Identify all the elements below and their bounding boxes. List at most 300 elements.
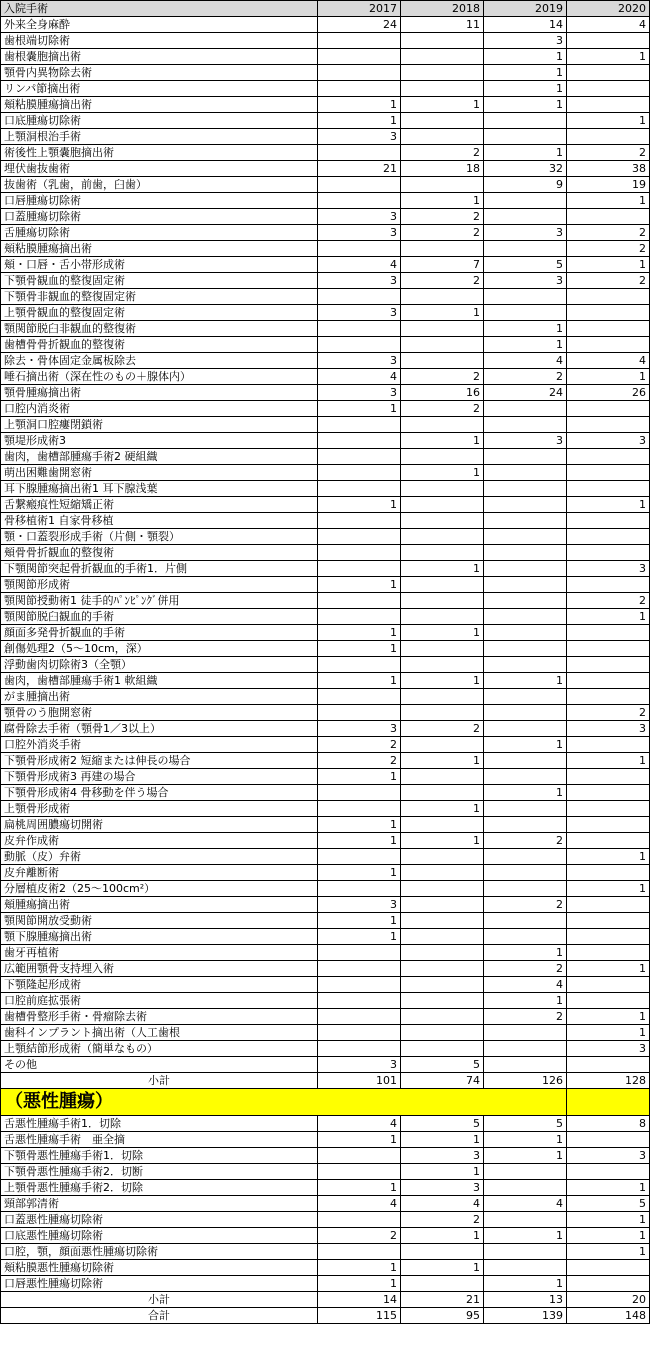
count-cell xyxy=(401,913,484,929)
count-cell xyxy=(567,769,650,785)
year-header: 2019 xyxy=(484,1,567,17)
count-cell: 4 xyxy=(567,353,650,369)
count-cell: 1 xyxy=(484,1132,567,1148)
count-cell: 2 xyxy=(567,593,650,609)
count-cell: 1 xyxy=(567,1244,650,1260)
count-cell xyxy=(484,401,567,417)
count-cell: 5 xyxy=(401,1116,484,1132)
count-cell xyxy=(567,785,650,801)
procedure-name: 皮弁作成術 xyxy=(1,833,318,849)
procedure-name: 皮弁離断術 xyxy=(1,865,318,881)
procedure-name: 歯根嚢胞摘出術 xyxy=(1,49,318,65)
procedure-name: 歯牙再植術 xyxy=(1,945,318,961)
procedure-name: 外来全身麻酔 xyxy=(1,17,318,33)
table-row xyxy=(1,1196,650,1212)
count-cell: 4 xyxy=(484,1196,567,1212)
count-cell xyxy=(401,1009,484,1025)
table-row xyxy=(1,513,650,529)
count-cell xyxy=(567,913,650,929)
count-cell xyxy=(401,513,484,529)
table-row xyxy=(1,1057,650,1073)
table-row xyxy=(1,129,650,145)
count-cell: 14 xyxy=(484,17,567,33)
procedure-name: 顎・口蓋裂形成手術（片側・顎裂） xyxy=(1,529,318,545)
count-cell: 1 xyxy=(484,945,567,961)
count-cell xyxy=(484,1260,567,1276)
table-row xyxy=(1,833,650,849)
count-cell xyxy=(318,1025,401,1041)
count-cell: 4 xyxy=(318,1196,401,1212)
count-cell: 2 xyxy=(401,209,484,225)
count-cell xyxy=(484,625,567,641)
count-cell xyxy=(484,609,567,625)
table-row xyxy=(1,65,650,81)
table-row xyxy=(1,577,650,593)
count-cell xyxy=(567,449,650,465)
count-cell: 3 xyxy=(318,1057,401,1073)
procedure-name: 下顎隆起形成術 xyxy=(1,977,318,993)
count-cell xyxy=(484,449,567,465)
table-row xyxy=(1,81,650,97)
count-cell xyxy=(318,1148,401,1164)
table-row xyxy=(1,721,650,737)
count-cell xyxy=(567,657,650,673)
count-cell: 1 xyxy=(484,673,567,689)
procedure-name: 口腔内消炎術 xyxy=(1,401,318,417)
count-cell xyxy=(401,129,484,145)
count-cell: 2 xyxy=(401,721,484,737)
count-cell xyxy=(401,81,484,97)
count-cell: 11 xyxy=(401,17,484,33)
count-cell xyxy=(484,465,567,481)
year-header: 2018 xyxy=(401,1,484,17)
count-cell xyxy=(484,753,567,769)
count-cell: 1 xyxy=(318,673,401,689)
count-cell: 2 xyxy=(567,273,650,289)
count-cell xyxy=(401,865,484,881)
table-row xyxy=(1,321,650,337)
count-cell: 1 xyxy=(484,1228,567,1244)
count-cell: 1 xyxy=(484,785,567,801)
procedure-name: 萌出困難歯開窓術 xyxy=(1,465,318,481)
count-cell xyxy=(484,289,567,305)
count-cell: 38 xyxy=(567,161,650,177)
count-cell: 1 xyxy=(567,849,650,865)
count-cell: 5 xyxy=(567,1196,650,1212)
count-cell: 32 xyxy=(484,161,567,177)
procedure-name: 顎堤形成術3 xyxy=(1,433,318,449)
count-cell xyxy=(484,705,567,721)
table-row xyxy=(1,385,650,401)
count-cell: 1 xyxy=(401,673,484,689)
count-cell xyxy=(567,337,650,353)
count-cell: 1 xyxy=(484,97,567,113)
table-row xyxy=(1,609,650,625)
procedure-name: 下顎骨観血的整復固定術 xyxy=(1,273,318,289)
count-cell xyxy=(484,1244,567,1260)
count-cell xyxy=(484,1180,567,1196)
table-row xyxy=(1,849,650,865)
count-cell xyxy=(484,193,567,209)
count-cell: 4 xyxy=(318,1116,401,1132)
procedure-name: 抜歯術（乳歯，前歯，臼歯） xyxy=(1,177,318,193)
count-cell: 1 xyxy=(318,833,401,849)
count-cell: 1 xyxy=(567,1180,650,1196)
count-cell: 5 xyxy=(401,1057,484,1073)
table-row xyxy=(1,1260,650,1276)
count-cell: 5 xyxy=(484,1116,567,1132)
count-cell: 1 xyxy=(567,193,650,209)
table-row xyxy=(1,497,650,513)
count-cell xyxy=(567,993,650,1009)
count-cell xyxy=(318,881,401,897)
procedure-name: 顎関節開放受動術 xyxy=(1,913,318,929)
count-cell: 1 xyxy=(484,145,567,161)
table-row xyxy=(1,289,650,305)
count-cell xyxy=(567,289,650,305)
count-cell xyxy=(318,449,401,465)
count-cell: 1 xyxy=(567,497,650,513)
count-cell xyxy=(401,897,484,913)
count-cell: 3 xyxy=(318,353,401,369)
count-cell: 3 xyxy=(318,385,401,401)
count-cell: 101 xyxy=(318,1073,401,1089)
count-cell: 24 xyxy=(318,17,401,33)
count-cell xyxy=(567,545,650,561)
table-row xyxy=(1,1009,650,1025)
count-cell: 1 xyxy=(401,753,484,769)
count-cell xyxy=(318,705,401,721)
count-cell: 1 xyxy=(318,1276,401,1292)
count-cell xyxy=(484,1057,567,1073)
count-cell: 24 xyxy=(484,385,567,401)
procedure-name: 歯槽骨整形手術・骨瘤除去術 xyxy=(1,1009,318,1025)
procedure-name: 舌悪性腫瘍手術1．切除 xyxy=(1,1116,318,1132)
count-cell xyxy=(401,785,484,801)
count-cell: 1 xyxy=(318,769,401,785)
procedure-name: 舌繋瘢痕性短縮矯正術 xyxy=(1,497,318,513)
procedure-name: 頬腫瘍摘出術 xyxy=(1,897,318,913)
count-cell xyxy=(567,417,650,433)
count-cell xyxy=(567,65,650,81)
table-row xyxy=(1,417,650,433)
count-cell: 139 xyxy=(484,1308,567,1324)
count-cell xyxy=(318,465,401,481)
count-cell: 1 xyxy=(567,1009,650,1025)
count-cell: 1 xyxy=(567,753,650,769)
procedure-name: 耳下腺腫瘍摘出術1 耳下腺浅葉 xyxy=(1,481,318,497)
count-cell xyxy=(318,177,401,193)
count-cell: 1 xyxy=(318,1180,401,1196)
count-cell: 1 xyxy=(318,625,401,641)
table-row xyxy=(1,961,650,977)
count-cell: 1 xyxy=(318,401,401,417)
procedure-name: リンパ節摘出術 xyxy=(1,81,318,97)
count-cell: 1 xyxy=(484,1148,567,1164)
count-cell xyxy=(484,209,567,225)
count-cell xyxy=(484,1041,567,1057)
count-cell: 3 xyxy=(484,225,567,241)
table-row xyxy=(1,737,650,753)
count-cell xyxy=(567,1132,650,1148)
table-row xyxy=(1,1164,650,1180)
count-cell xyxy=(401,929,484,945)
count-cell xyxy=(401,481,484,497)
count-cell: 1 xyxy=(318,113,401,129)
table-row xyxy=(1,305,650,321)
count-cell xyxy=(567,321,650,337)
subtotal-label: 小計 xyxy=(1,1292,318,1308)
count-cell: 1 xyxy=(567,609,650,625)
count-cell: 2 xyxy=(567,145,650,161)
count-cell xyxy=(484,1164,567,1180)
table-row xyxy=(1,529,650,545)
count-cell xyxy=(401,529,484,545)
table-row xyxy=(1,241,650,257)
count-cell xyxy=(484,481,567,497)
count-cell xyxy=(401,1025,484,1041)
count-cell: 4 xyxy=(567,17,650,33)
procedure-name: 歯肉，歯槽部腫瘍手術2 硬組織 xyxy=(1,449,318,465)
count-cell xyxy=(401,33,484,49)
count-cell xyxy=(484,801,567,817)
procedure-name: 下顎骨形成術4 骨移動を伴う場合 xyxy=(1,785,318,801)
table-row xyxy=(1,97,650,113)
count-cell: 1 xyxy=(401,193,484,209)
count-cell: 19 xyxy=(567,177,650,193)
count-cell xyxy=(318,561,401,577)
table-row xyxy=(1,769,650,785)
procedure-name: 上顎洞口腔瘻閉鎖術 xyxy=(1,417,318,433)
procedure-name: 埋伏歯抜歯術 xyxy=(1,161,318,177)
count-cell: 1 xyxy=(567,1228,650,1244)
count-cell: 3 xyxy=(484,273,567,289)
table-row xyxy=(1,1025,650,1041)
count-cell: 1 xyxy=(567,257,650,273)
count-cell: 1 xyxy=(567,1212,650,1228)
count-cell xyxy=(401,593,484,609)
count-cell: 2 xyxy=(567,241,650,257)
count-cell xyxy=(484,1212,567,1228)
count-cell xyxy=(484,689,567,705)
procedure-name: 顎骨内異物除去術 xyxy=(1,65,318,81)
count-cell xyxy=(567,673,650,689)
count-cell xyxy=(484,721,567,737)
count-cell: 3 xyxy=(567,433,650,449)
procedure-name: 上顎洞根治手術 xyxy=(1,129,318,145)
procedure-name: 歯肉，歯槽部腫瘍手術1 軟組織 xyxy=(1,673,318,689)
year-header: 2017 xyxy=(318,1,401,17)
count-cell xyxy=(567,641,650,657)
procedure-name: 口腔，顎，顔面悪性腫瘍切除術 xyxy=(1,1244,318,1260)
table-row xyxy=(1,657,650,673)
procedure-name: 下顎骨非観血的整復固定術 xyxy=(1,289,318,305)
table-row xyxy=(1,929,650,945)
year-header: 2020 xyxy=(567,1,650,17)
count-cell xyxy=(401,417,484,433)
procedure-name: 扁桃周囲膿瘍切開術 xyxy=(1,817,318,833)
table-row xyxy=(1,401,650,417)
procedure-name: 分層植皮術2（25～100cm²） xyxy=(1,881,318,897)
count-cell xyxy=(567,529,650,545)
count-cell xyxy=(567,737,650,753)
table-row xyxy=(1,545,650,561)
count-cell: 13 xyxy=(484,1292,567,1308)
table-row xyxy=(1,913,650,929)
count-cell: 1 xyxy=(484,321,567,337)
count-cell xyxy=(401,65,484,81)
count-cell xyxy=(401,337,484,353)
count-cell xyxy=(401,1276,484,1292)
count-cell xyxy=(401,849,484,865)
count-cell xyxy=(401,1041,484,1057)
table-row xyxy=(1,1212,650,1228)
count-cell xyxy=(318,1244,401,1260)
count-cell xyxy=(401,817,484,833)
count-cell xyxy=(318,609,401,625)
procedure-name: 頬粘膜腫瘍摘出術 xyxy=(1,241,318,257)
count-cell xyxy=(484,561,567,577)
section-title: （悪性腫瘍） xyxy=(1,1089,567,1116)
count-cell: 1 xyxy=(318,1132,401,1148)
count-cell xyxy=(567,801,650,817)
count-cell xyxy=(567,465,650,481)
table-row xyxy=(1,625,650,641)
count-cell xyxy=(567,897,650,913)
count-cell xyxy=(401,177,484,193)
count-cell xyxy=(401,737,484,753)
count-cell: 3 xyxy=(318,273,401,289)
count-cell: 2 xyxy=(484,369,567,385)
procedure-name: 浮動歯肉切除術3（全顎） xyxy=(1,657,318,673)
count-cell: 2 xyxy=(401,401,484,417)
count-cell xyxy=(318,977,401,993)
procedure-name: 口蓋悪性腫瘍切除術 xyxy=(1,1212,318,1228)
count-cell: 1 xyxy=(401,1132,484,1148)
count-cell: 3 xyxy=(318,897,401,913)
table-row xyxy=(1,801,650,817)
count-cell: 18 xyxy=(401,161,484,177)
count-cell: 7 xyxy=(401,257,484,273)
count-cell: 1 xyxy=(567,961,650,977)
count-cell: 1 xyxy=(401,97,484,113)
count-cell: 1 xyxy=(318,497,401,513)
table-row xyxy=(1,113,650,129)
count-cell xyxy=(318,81,401,97)
count-cell xyxy=(567,817,650,833)
procedure-name: 顎骨腫瘍摘出術 xyxy=(1,385,318,401)
count-cell xyxy=(318,33,401,49)
count-cell: 3 xyxy=(484,33,567,49)
count-cell xyxy=(567,401,650,417)
count-cell xyxy=(484,929,567,945)
count-cell: 1 xyxy=(484,337,567,353)
count-cell xyxy=(318,1212,401,1228)
procedure-name: 顎下腺腫瘍摘出術 xyxy=(1,929,318,945)
count-cell: 3 xyxy=(318,129,401,145)
count-cell xyxy=(318,241,401,257)
table-row xyxy=(1,177,650,193)
count-cell: 1 xyxy=(567,113,650,129)
count-cell: 128 xyxy=(567,1073,650,1089)
count-cell xyxy=(567,1164,650,1180)
count-cell: 9 xyxy=(484,177,567,193)
table-row xyxy=(1,753,650,769)
count-cell: 1 xyxy=(484,993,567,1009)
count-cell: 3 xyxy=(318,305,401,321)
count-cell xyxy=(318,481,401,497)
count-cell xyxy=(318,337,401,353)
procedure-name: 上顎骨形成術 xyxy=(1,801,318,817)
procedure-name: 口唇悪性腫瘍切除術 xyxy=(1,1276,318,1292)
section-title-cell xyxy=(567,1089,650,1116)
procedure-name: 口唇腫瘍切除術 xyxy=(1,193,318,209)
table-row xyxy=(1,1276,650,1292)
count-cell: 1 xyxy=(401,1228,484,1244)
count-cell xyxy=(401,609,484,625)
table-row xyxy=(1,1116,650,1132)
procedure-name: 歯槽骨骨折観血的整復術 xyxy=(1,337,318,353)
count-cell xyxy=(401,689,484,705)
procedure-name: 上顎結節形成術（簡単なもの） xyxy=(1,1041,318,1057)
count-cell xyxy=(401,881,484,897)
table-row xyxy=(1,673,650,689)
table-row xyxy=(1,161,650,177)
count-cell xyxy=(401,769,484,785)
count-cell xyxy=(318,785,401,801)
count-cell xyxy=(318,849,401,865)
count-cell xyxy=(401,705,484,721)
table-row xyxy=(1,257,650,273)
count-cell xyxy=(401,497,484,513)
table-row xyxy=(1,481,650,497)
count-cell xyxy=(318,657,401,673)
table-row xyxy=(1,593,650,609)
count-cell: 1 xyxy=(318,1260,401,1276)
count-cell: 3 xyxy=(567,1041,650,1057)
count-cell xyxy=(318,145,401,161)
count-cell xyxy=(567,129,650,145)
count-cell: 1 xyxy=(318,577,401,593)
section-header-row xyxy=(1,1089,650,1116)
count-cell: 1 xyxy=(318,97,401,113)
table-row xyxy=(1,993,650,1009)
count-cell xyxy=(567,481,650,497)
count-cell: 3 xyxy=(318,721,401,737)
count-cell xyxy=(567,833,650,849)
count-cell: 1 xyxy=(567,881,650,897)
count-cell xyxy=(484,641,567,657)
procedure-name: 口底悪性腫瘍切除術 xyxy=(1,1228,318,1244)
count-cell xyxy=(567,209,650,225)
count-cell xyxy=(318,545,401,561)
count-cell xyxy=(567,625,650,641)
count-cell xyxy=(401,49,484,65)
count-cell: 1 xyxy=(401,833,484,849)
count-cell: 2 xyxy=(401,225,484,241)
table-row xyxy=(1,193,650,209)
count-cell: 2 xyxy=(567,225,650,241)
count-cell xyxy=(318,993,401,1009)
procedure-name: 頬粘膜腫瘍摘出術 xyxy=(1,97,318,113)
table-row xyxy=(1,209,650,225)
count-cell xyxy=(401,113,484,129)
count-cell xyxy=(318,417,401,433)
count-cell: 21 xyxy=(401,1292,484,1308)
count-cell xyxy=(484,865,567,881)
count-cell: 1 xyxy=(401,625,484,641)
count-cell: 4 xyxy=(318,369,401,385)
